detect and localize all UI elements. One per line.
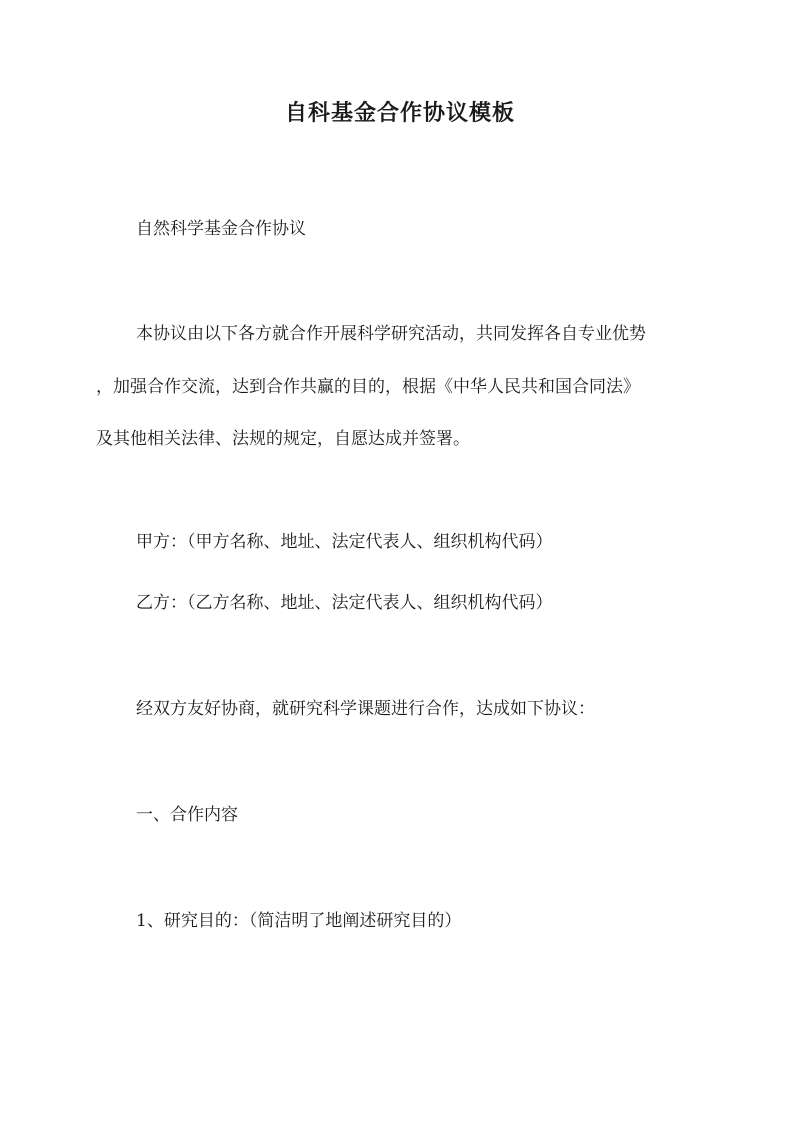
document-title: 自科基金合作协议模板 bbox=[284, 100, 515, 126]
section-heading-cooperation: 一、合作内容 bbox=[136, 805, 238, 825]
intro-line-3: 及其他相关法律、法规的规定，自愿达成并签署。 bbox=[96, 429, 470, 449]
item-research-purpose: 1、研究目的：（简洁明了地阐述研究目的） bbox=[136, 911, 462, 931]
intro-line-2: ，加强合作交流，达到合作共赢的目的，根据《中华人民共和国合同法》 bbox=[96, 377, 640, 397]
party-a-line: 甲方：（甲方名称、地址、法定代表人、组织机构代码） bbox=[136, 532, 553, 552]
intro-line-1: 本协议由以下各方就合作开展科学研究活动，共同发挥各自专业优势 bbox=[136, 324, 646, 344]
party-b-line: 乙方：（乙方名称、地址、法定代表人、组织机构代码） bbox=[136, 593, 553, 613]
agreement-statement: 经双方友好协商，就研究科学课题进行合作，达成如下协议： bbox=[136, 699, 595, 719]
document-subtitle: 自然科学基金合作协议 bbox=[136, 219, 306, 239]
